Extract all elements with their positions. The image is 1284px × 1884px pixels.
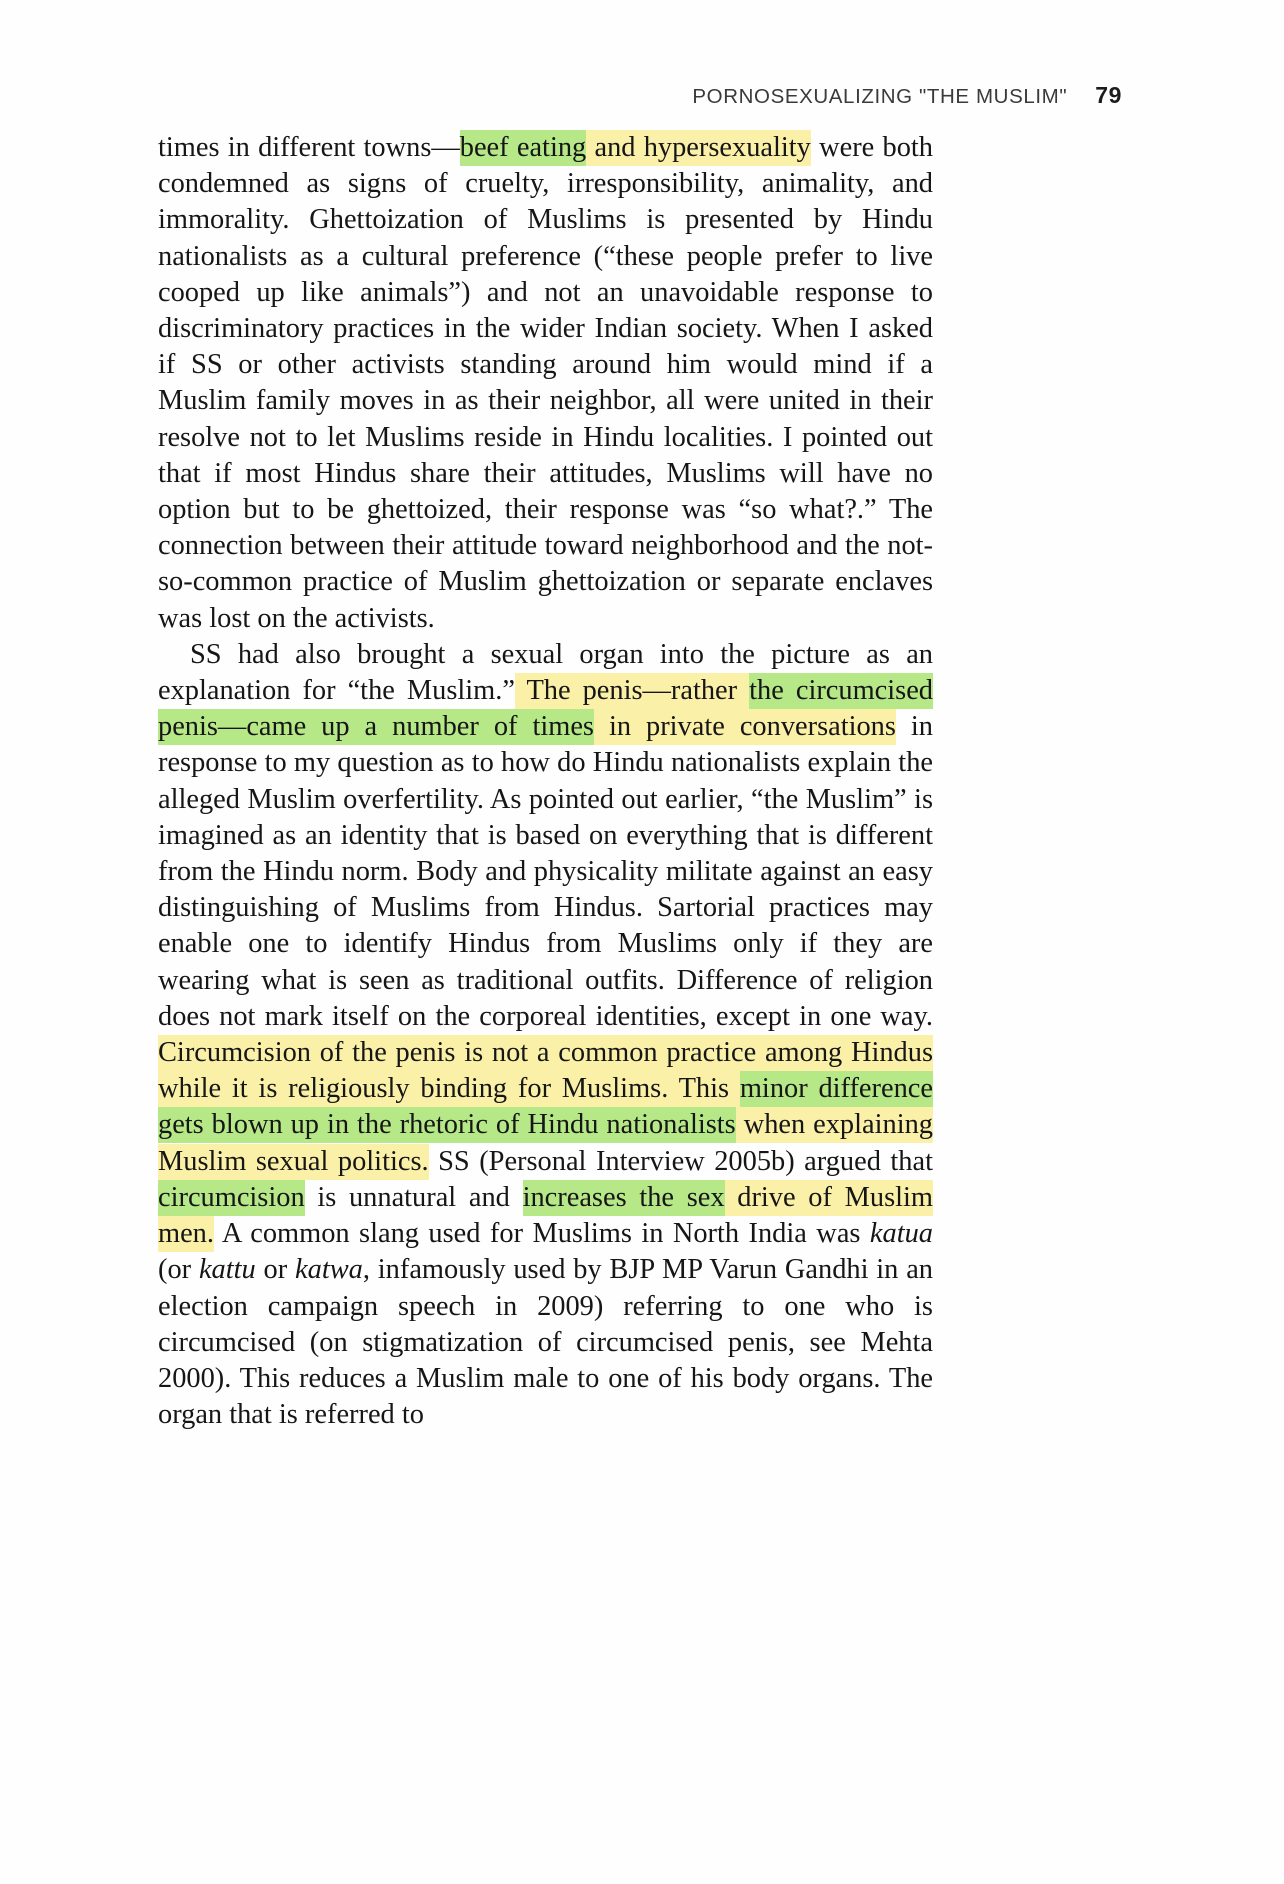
- highlight-green-circumcision: circumcision: [158, 1180, 305, 1216]
- p2-seg-20: , infamously used by BJP MP Varun Gandhi in an election campaign speech in 2009) referring to one who is circumcised (on stigmatization of circumcised penis, see Mehta 2000). This reduces a Muslim male to one of his body organs. The organ that is referred to: [158, 1254, 933, 1431]
- highlight-yellow-circumcision-practice: Circumcision of the penis is not a common practice among Hindus while it is religiously binding for Muslims. This: [158, 1035, 933, 1107]
- p2-seg-18: or: [255, 1254, 296, 1286]
- p1-seg-1: times in different towns—: [158, 132, 460, 163]
- highlight-green-increases-sex: increases the sex: [523, 1180, 725, 1216]
- running-header: [160, 82, 1122, 109]
- term-kattu: kattu: [198, 1254, 256, 1286]
- p2-seg-5: in response to my question as to how do Hindu nationalists explain the alleged Muslim overfertility. As pointed out earlier, “the Muslim” is imagined as an identity that is based on everything that is different from the Hindu norm. Body and physicality militate against an easy distinguishing of Muslims from Hindus. Sartorial practices may enable one to identify Hindus from Muslims only if they are wearing what is seen as traditional outfits. Difference of religion does not mark itself on the corporeal identities, except in one way.: [158, 711, 933, 1032]
- paragraph-2: [158, 637, 933, 1433]
- running-head-title: PORNOSEXUALIZING "THE MUSLIM": [692, 85, 1068, 108]
- p2-seg-1: SS had also brought a sexual organ into the picture as an explanation for “the Muslim.”: [158, 638, 933, 707]
- page-number: 79: [1095, 82, 1122, 108]
- p2-seg-14: A common slang used for Muslims in North India was: [213, 1218, 870, 1250]
- paragraph-1: [158, 130, 933, 637]
- highlight-yellow-the-penis: The penis—rather: [515, 673, 749, 709]
- highlight-green-circumcised-penis: the circumcised penis—came up a number of times: [158, 673, 933, 745]
- p2-seg-16: (or: [158, 1254, 199, 1286]
- term-katwa: katwa: [295, 1254, 363, 1286]
- p2-seg-11: is unnatural and: [304, 1181, 523, 1213]
- term-katua: katua: [869, 1218, 933, 1250]
- highlight-yellow-muslim-sexual-politics: when explaining Muslim sexual politics.: [158, 1107, 933, 1179]
- highlight-green-beef-eating: beef eating: [460, 130, 586, 166]
- highlight-yellow-private-conversations: in private conversations: [594, 709, 896, 745]
- highlight-yellow-drive-of-muslim-men: drive of Muslim men.: [158, 1180, 933, 1252]
- p1-seg-4: were both condemned as signs of cruelty, irresponsibility, animality, and immorality. Ghettoization of Muslims is presented by Hindu nationalists as a cultural preference (“these people prefer to live cooped up like animals”) and not an unavoidable response to discriminatory practices in the wider Indian society. When I asked if SS or other activists standing around him would mind if a Muslim family moves in as their neighbor, all were united in their resolve not to let Muslims reside in Hindu localities. I pointed out that if most Hindus share their attitudes, Muslims will have no option but to be ghettoized, their response was “so what?.” The connection between their attitude toward neighborhood and the not-so-common practice of Muslim ghettoization or separate enclaves was lost on the activists.: [158, 132, 933, 634]
- p2-seg-9: SS (Personal Interview 2005b) argued that: [428, 1145, 933, 1177]
- page-body: [158, 130, 933, 1433]
- highlight-green-minor-difference: minor difference gets blown up in the rhetoric of Hindu nationalists: [158, 1071, 933, 1143]
- highlight-yellow-hypersexuality: and hypersexuality: [586, 130, 811, 166]
